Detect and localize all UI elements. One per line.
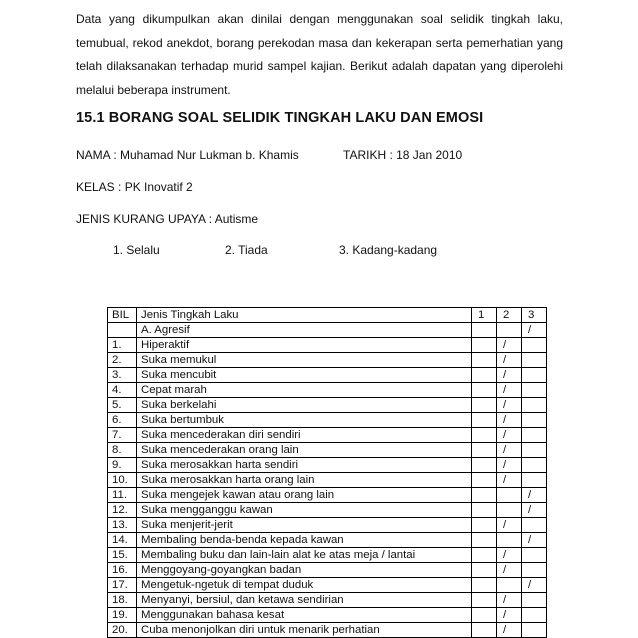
row-bil: 12. bbox=[108, 503, 137, 518]
row-mark-3 bbox=[522, 623, 547, 638]
row-bil: 2. bbox=[108, 353, 137, 368]
row-mark-2: / bbox=[497, 368, 522, 383]
table-row bbox=[108, 623, 547, 638]
row-mark-1 bbox=[472, 338, 497, 353]
row-mark-3 bbox=[522, 353, 547, 368]
row-mark-3: / bbox=[522, 488, 547, 503]
header-item: Jenis Tingkah Laku bbox=[137, 308, 472, 323]
table-row bbox=[108, 353, 547, 368]
row-item: Cepat marah bbox=[137, 383, 472, 398]
table-row bbox=[108, 383, 547, 398]
row-mark-3: / bbox=[522, 503, 547, 518]
section-mark-1 bbox=[472, 323, 497, 338]
row-item: Membaling buku dan lain-lain alat ke atas meja / lantai bbox=[137, 548, 472, 563]
tarikh-field: TARIKH : 18 Jan 2010 bbox=[343, 148, 463, 162]
row-mark-3 bbox=[522, 608, 547, 623]
row-item: Suka mengejek kawan atau orang lain bbox=[137, 488, 472, 503]
row-mark-3 bbox=[522, 518, 547, 533]
table-row bbox=[108, 443, 547, 458]
header-col-1: 1 bbox=[472, 308, 497, 323]
row-mark-3 bbox=[522, 428, 547, 443]
row-item: Hiperaktif bbox=[137, 338, 472, 353]
row-mark-3 bbox=[522, 368, 547, 383]
row-bil: 4. bbox=[108, 383, 137, 398]
row-mark-3 bbox=[522, 413, 547, 428]
row-mark-3 bbox=[522, 563, 547, 578]
row-bil: 8. bbox=[108, 443, 137, 458]
row-mark-1 bbox=[472, 533, 497, 548]
row-item: Menyanyi, bersiul, dan ketawa sendirian bbox=[137, 593, 472, 608]
row-mark-2: / bbox=[497, 398, 522, 413]
row-mark-2: / bbox=[497, 443, 522, 458]
table-row bbox=[108, 563, 547, 578]
table-row bbox=[108, 413, 547, 428]
row-mark-2: / bbox=[497, 473, 522, 488]
section-mark-2 bbox=[497, 323, 522, 338]
row-item: Suka mencederakan orang lain bbox=[137, 443, 472, 458]
row-mark-3 bbox=[522, 338, 547, 353]
row-mark-1 bbox=[472, 353, 497, 368]
header-col-3: 3 bbox=[522, 308, 547, 323]
row-mark-1 bbox=[472, 443, 497, 458]
section-row bbox=[108, 323, 547, 338]
row-item: Menggunakan bahasa kesat bbox=[137, 608, 472, 623]
table-row bbox=[108, 368, 547, 383]
table-row bbox=[108, 548, 547, 563]
row-mark-3 bbox=[522, 443, 547, 458]
row-item: Membaling benda-benda kepada kawan bbox=[137, 533, 472, 548]
row-mark-2: / bbox=[497, 608, 522, 623]
row-mark-1 bbox=[472, 458, 497, 473]
row-bil: 10. bbox=[108, 473, 137, 488]
row-mark-3 bbox=[522, 473, 547, 488]
section-heading: 15.1 BORANG SOAL SELIDIK TINGKAH LAKU DAN EMOSI bbox=[76, 110, 484, 126]
row-mark-2: / bbox=[497, 518, 522, 533]
row-mark-1 bbox=[472, 503, 497, 518]
row-item: Suka merosakkan harta sendiri bbox=[137, 458, 472, 473]
row-item: Suka mencederakan diri sendiri bbox=[137, 428, 472, 443]
option-selalu: 1. Selalu bbox=[113, 243, 160, 257]
row-mark-2: / bbox=[497, 458, 522, 473]
row-mark-3 bbox=[522, 458, 547, 473]
row-mark-2: / bbox=[497, 413, 522, 428]
row-item: Mengetuk-ngetuk di tempat duduk bbox=[137, 578, 472, 593]
table-row bbox=[108, 398, 547, 413]
row-mark-2 bbox=[497, 533, 522, 548]
row-item: Suka mengganggu kawan bbox=[137, 503, 472, 518]
row-mark-2: / bbox=[497, 623, 522, 638]
table-row bbox=[108, 473, 547, 488]
row-mark-1 bbox=[472, 578, 497, 593]
row-mark-2: / bbox=[497, 353, 522, 368]
section-label: A. Agresif bbox=[137, 323, 472, 338]
row-mark-3 bbox=[522, 593, 547, 608]
row-mark-2: / bbox=[497, 338, 522, 353]
row-mark-1 bbox=[472, 368, 497, 383]
nama-field: NAMA : Muhamad Nur Lukman b. Khamis bbox=[76, 148, 299, 162]
row-mark-3: / bbox=[522, 578, 547, 593]
section-bil bbox=[108, 323, 137, 338]
row-bil: 14. bbox=[108, 533, 137, 548]
jenis-field: JENIS KURANG UPAYA : Autisme bbox=[76, 212, 259, 226]
row-mark-2: / bbox=[497, 428, 522, 443]
row-mark-2: / bbox=[497, 548, 522, 563]
row-item: Suka menjerit-jerit bbox=[137, 518, 472, 533]
row-bil: 9. bbox=[108, 458, 137, 473]
row-item: Suka bertumbuk bbox=[137, 413, 472, 428]
row-bil: 6. bbox=[108, 413, 137, 428]
row-mark-3: / bbox=[522, 533, 547, 548]
section-mark-3: / bbox=[522, 323, 547, 338]
row-mark-3 bbox=[522, 398, 547, 413]
table-header-row bbox=[108, 308, 547, 323]
row-mark-2 bbox=[497, 488, 522, 503]
row-mark-1 bbox=[472, 548, 497, 563]
row-mark-1 bbox=[472, 518, 497, 533]
kelas-field: KELAS : PK Inovatif 2 bbox=[76, 180, 193, 194]
option-kadang: 3. Kadang-kadang bbox=[339, 243, 438, 257]
table-row bbox=[108, 503, 547, 518]
row-bil: 16. bbox=[108, 563, 137, 578]
intro-paragraph: Data yang dikumpulkan akan dinilai dengan menggunakan soal selidik tingkah laku, temubual, rekod anekdot, borang perekodan masa dan kekerapan serta pemerhatian yang telah dilaksanakan terhadap murid sampel kajian. Berikut adalah dapatan yang diperolehi melalui beberapa instrument. bbox=[76, 12, 563, 97]
row-mark-3 bbox=[522, 548, 547, 563]
header-bil: BIL bbox=[108, 308, 137, 323]
row-mark-1 bbox=[472, 488, 497, 503]
behavior-table bbox=[107, 307, 547, 638]
row-mark-2: / bbox=[497, 563, 522, 578]
table-row bbox=[108, 533, 547, 548]
row-mark-1 bbox=[472, 398, 497, 413]
row-mark-1 bbox=[472, 608, 497, 623]
row-item: Suka mencubit bbox=[137, 368, 472, 383]
table-row bbox=[108, 458, 547, 473]
row-bil: 7. bbox=[108, 428, 137, 443]
table-row bbox=[108, 428, 547, 443]
row-mark-1 bbox=[472, 593, 497, 608]
option-tiada: 2. Tiada bbox=[225, 243, 268, 257]
table-row bbox=[108, 593, 547, 608]
row-bil: 20. bbox=[108, 623, 137, 638]
table-row bbox=[108, 488, 547, 503]
row-bil: 15. bbox=[108, 548, 137, 563]
row-mark-1 bbox=[472, 383, 497, 398]
table-row bbox=[108, 608, 547, 623]
header-col-2: 2 bbox=[497, 308, 522, 323]
row-bil: 17. bbox=[108, 578, 137, 593]
row-mark-1 bbox=[472, 473, 497, 488]
row-item: Suka merosakkan harta orang lain bbox=[137, 473, 472, 488]
row-mark-1 bbox=[472, 623, 497, 638]
row-bil: 18. bbox=[108, 593, 137, 608]
row-item: Menggoyang-goyangkan badan bbox=[137, 563, 472, 578]
row-mark-1 bbox=[472, 563, 497, 578]
table-row bbox=[108, 338, 547, 353]
row-bil: 3. bbox=[108, 368, 137, 383]
row-mark-2: / bbox=[497, 383, 522, 398]
row-mark-1 bbox=[472, 413, 497, 428]
row-mark-2: / bbox=[497, 593, 522, 608]
row-item: Cuba menonjolkan diri untuk menarik perhatian bbox=[137, 623, 472, 638]
row-item: Suka memukul bbox=[137, 353, 472, 368]
row-bil: 11. bbox=[108, 488, 137, 503]
row-mark-3 bbox=[522, 383, 547, 398]
row-mark-2 bbox=[497, 578, 522, 593]
table-row bbox=[108, 578, 547, 593]
row-bil: 5. bbox=[108, 398, 137, 413]
row-mark-2 bbox=[497, 503, 522, 518]
table-row bbox=[108, 518, 547, 533]
row-bil: 19. bbox=[108, 608, 137, 623]
row-bil: 13. bbox=[108, 518, 137, 533]
row-item: Suka berkelahi bbox=[137, 398, 472, 413]
row-mark-1 bbox=[472, 428, 497, 443]
row-bil: 1. bbox=[108, 338, 137, 353]
